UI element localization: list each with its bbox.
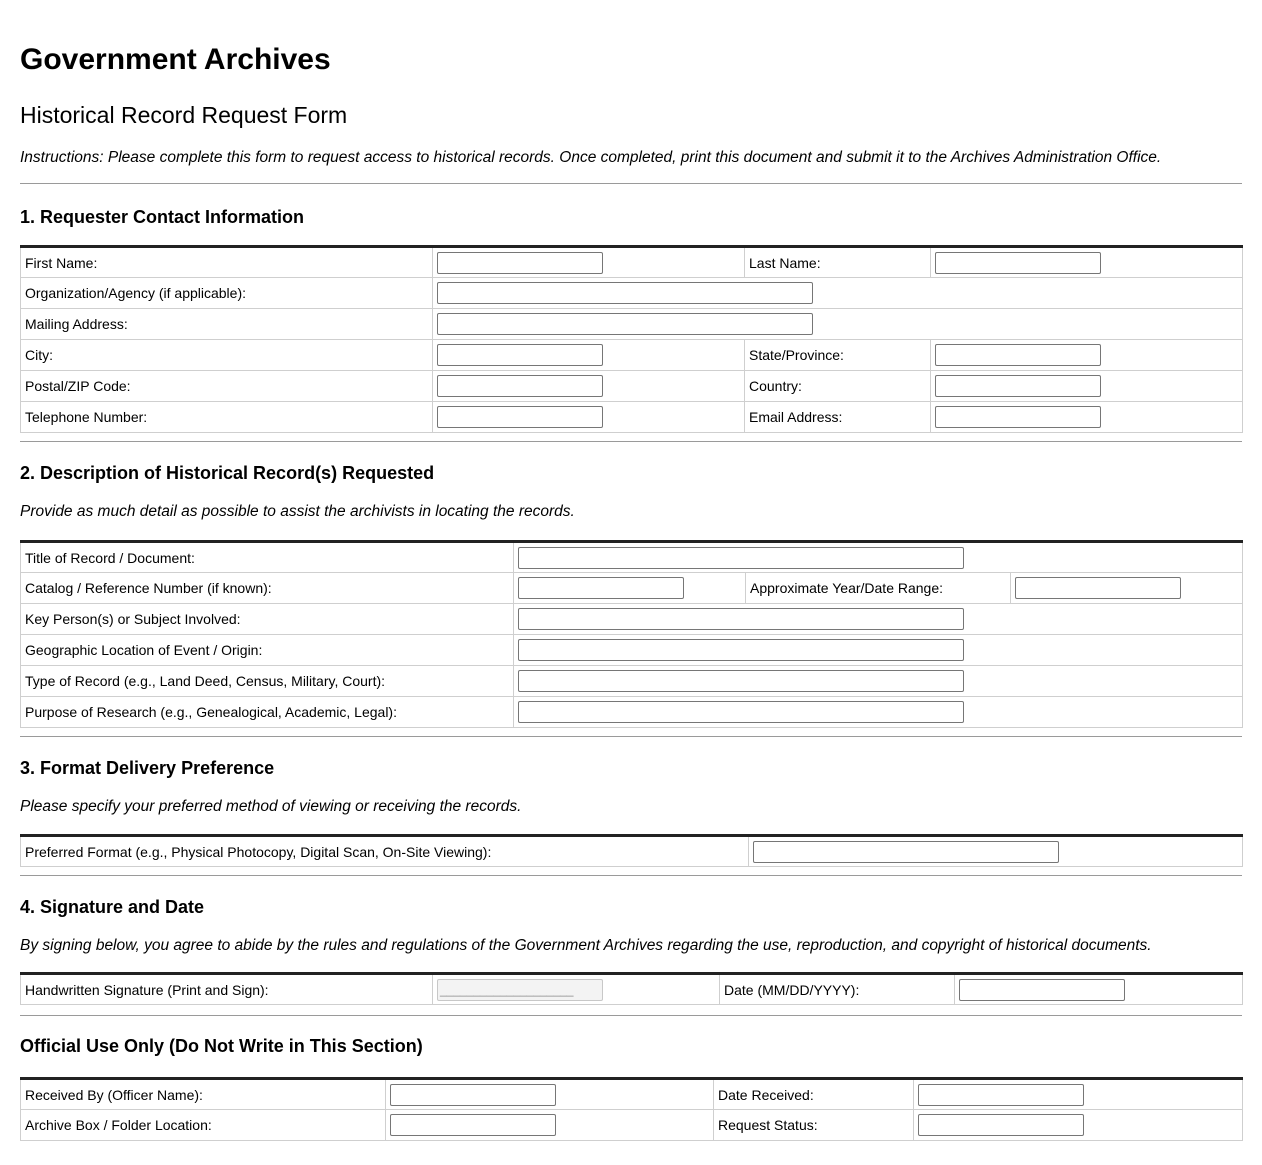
preferred-format-field[interactable] [753,841,1059,863]
date-received-field[interactable] [918,1084,1084,1106]
table-row [21,697,1243,728]
form-subtitle: Historical Record Request Form [20,102,348,128]
email-label: Email Address: [745,402,931,433]
section-2-note: Provide as much detail as possible to assist the archivists in locating the records. [20,503,575,520]
table-row [21,542,1243,573]
purpose-label: Purpose of Research (e.g., Genealogical, Academic, Legal): [21,697,514,728]
official-use-table [20,1077,1243,1141]
format-preference-table [20,834,1243,867]
section-3-note: Please specify your preferred method of viewing or receiving the records. [20,798,522,815]
title-record-field[interactable] [518,547,964,569]
section-4-note: By signing below, you agree to abide by the rules and regulations of the Government Archives regarding the use, reproduction, and copyright of historical documents. [20,937,1152,954]
year-range-field[interactable] [1015,577,1181,599]
signature-field[interactable]: ____________________ [437,979,603,1001]
purpose-field[interactable] [518,701,964,723]
section-4-heading: 4. Signature and Date [20,897,205,917]
organization-label: Organization/Agency (if applicable): [21,278,433,309]
received-by-label: Received By (Officer Name): [21,1079,386,1110]
organization-field[interactable] [437,282,813,304]
catalog-field[interactable] [518,577,684,599]
state-field[interactable] [935,344,1101,366]
telephone-label: Telephone Number: [21,402,433,433]
key-persons-label: Key Person(s) or Subject Involved: [21,604,514,635]
date-field[interactable] [959,979,1125,1001]
year-range-label: Approximate Year/Date Range: [746,573,1011,604]
catalog-label: Catalog / Reference Number (if known): [21,573,514,604]
record-description-table [20,540,1243,728]
first-name-field[interactable] [437,252,603,274]
table-row [21,340,1243,371]
received-by-field[interactable] [390,1084,556,1106]
section-3-heading: 3. Format Delivery Preference [20,758,275,778]
table-row [21,371,1243,402]
state-label: State/Province: [745,340,931,371]
first-name-label: First Name: [21,247,433,278]
table-row [21,635,1243,666]
location-field[interactable] [518,639,964,661]
official-use-heading: Official Use Only (Do Not Write in This Section) [20,1036,423,1056]
instructions-text: Instructions: Please complete this form to request access to historical records. Once completed, print this document and submit it to the Archives Administration Office. [20,149,1162,166]
box-location-label: Archive Box / Folder Location: [21,1110,386,1141]
country-label: Country: [745,371,931,402]
country-field[interactable] [935,375,1101,397]
table-row [21,1079,1243,1110]
key-persons-field[interactable] [518,608,964,630]
contact-info-table [20,245,1243,433]
title-record-label: Title of Record / Document: [21,542,514,573]
last-name-label: Last Name: [745,247,931,278]
preferred-format-label: Preferred Format (e.g., Physical Photocopy, Digital Scan, On-Site Viewing): [21,836,749,867]
signature-table [20,972,1243,1005]
email-field[interactable] [935,406,1101,428]
table-row [21,604,1243,635]
table-row [21,402,1243,433]
postal-field[interactable] [437,375,603,397]
section-1-heading: 1. Requester Contact Information [20,207,305,227]
city-label: City: [21,340,433,371]
table-row [21,974,1243,1005]
table-row [21,278,1243,309]
table-row [21,573,1243,604]
section-2-heading: 2. Description of Historical Record(s) Requested [20,463,435,483]
request-status-label: Request Status: [714,1110,914,1141]
mailing-address-label: Mailing Address: [21,309,433,340]
postal-label: Postal/ZIP Code: [21,371,433,402]
table-row [21,836,1243,867]
date-received-label: Date Received: [714,1079,914,1110]
table-row [21,309,1243,340]
box-location-field[interactable] [390,1114,556,1136]
date-label: Date (MM/DD/YYYY): [720,974,955,1005]
request-status-field[interactable] [918,1114,1084,1136]
last-name-field[interactable] [935,252,1101,274]
type-record-field[interactable] [518,670,964,692]
mailing-address-field[interactable] [437,313,813,335]
telephone-field[interactable] [437,406,603,428]
type-record-label: Type of Record (e.g., Land Deed, Census, Military, Court): [21,666,514,697]
table-row [21,247,1243,278]
city-field[interactable] [437,344,603,366]
table-row [21,1110,1243,1141]
location-label: Geographic Location of Event / Origin: [21,635,514,666]
table-row [21,666,1243,697]
signature-label: Handwritten Signature (Print and Sign): [21,974,433,1005]
page-title: Government Archives [20,43,331,76]
